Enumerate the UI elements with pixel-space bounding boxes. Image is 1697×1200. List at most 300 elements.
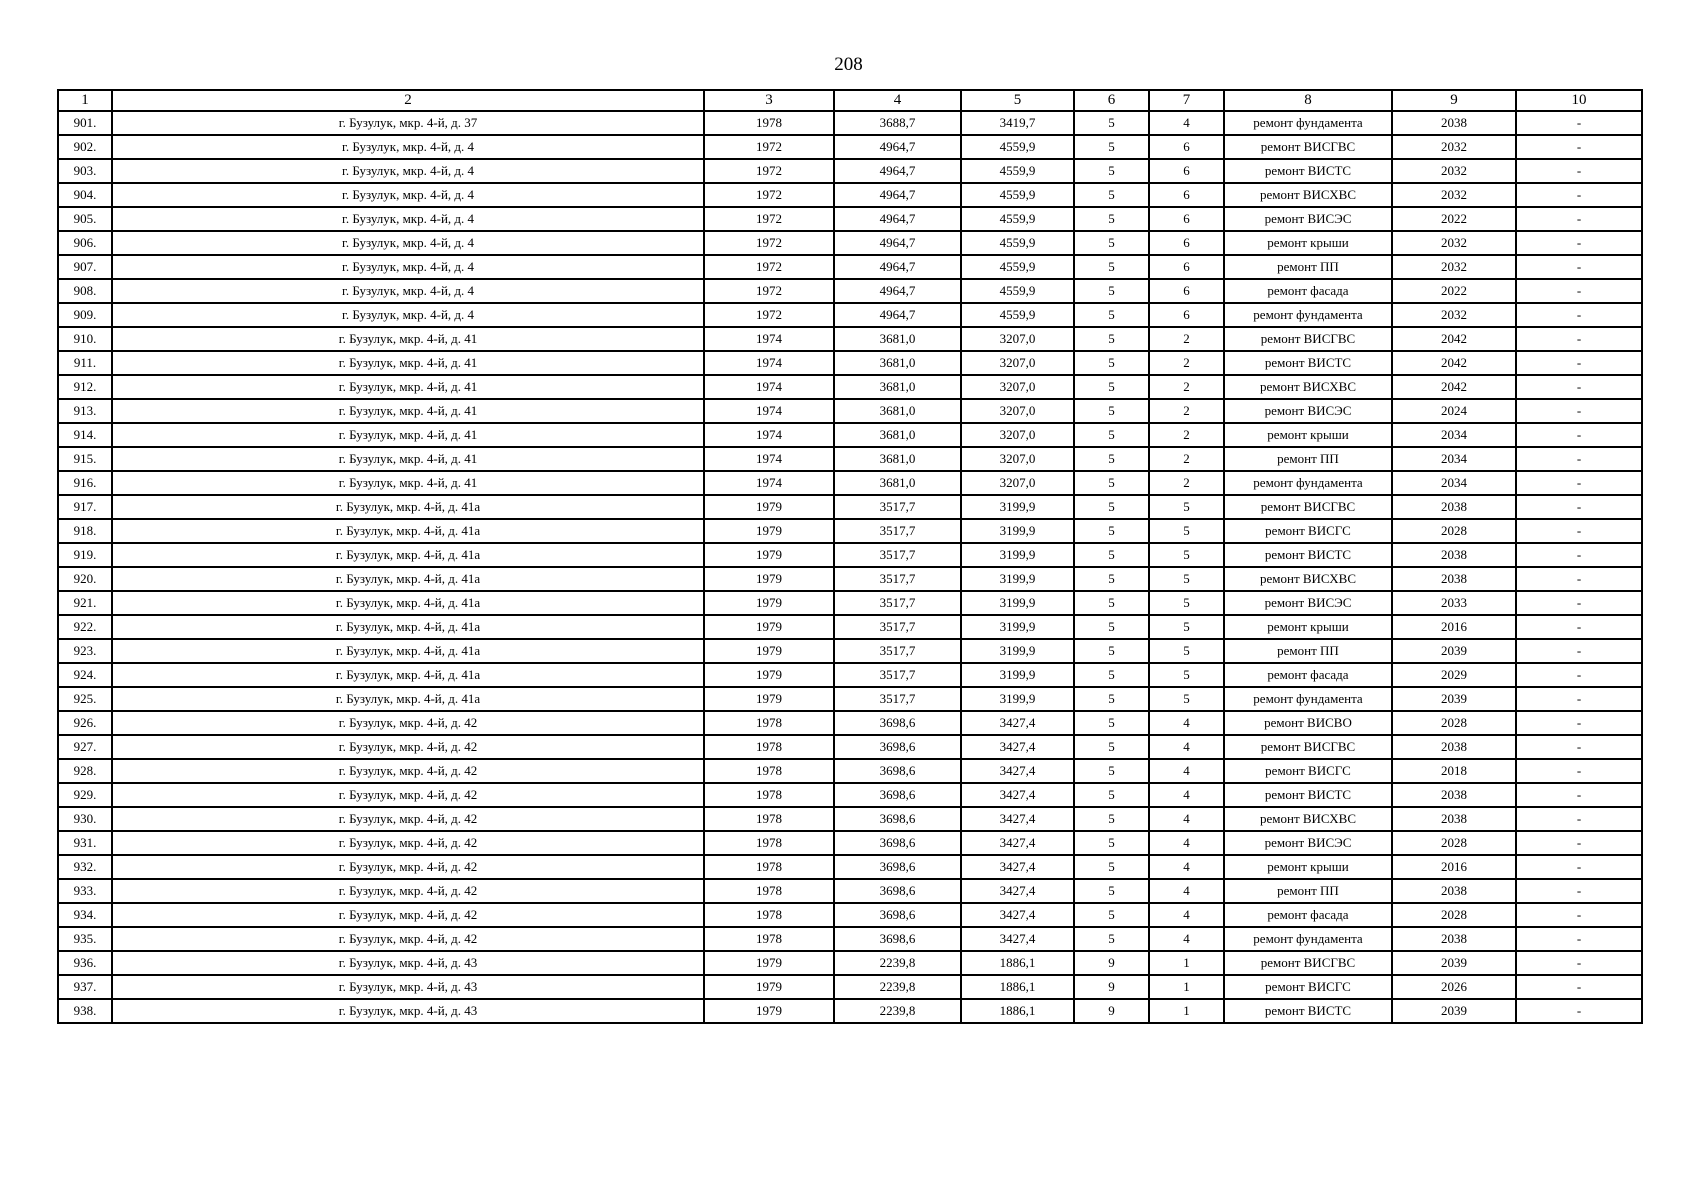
- entrances-cell: 4: [1149, 879, 1224, 903]
- total-area-cell: 3517,7: [834, 543, 961, 567]
- address-cell: г. Бузулук, мкр. 4-й, д. 42: [112, 807, 704, 831]
- total-area-cell: 4964,7: [834, 303, 961, 327]
- total-area-cell: 3681,0: [834, 423, 961, 447]
- year-cell: 1979: [704, 567, 834, 591]
- living-area-cell: 4559,9: [961, 303, 1074, 327]
- row-number-cell: 925.: [58, 687, 112, 711]
- living-area-cell: 3427,4: [961, 711, 1074, 735]
- table-row: [58, 951, 1642, 975]
- floors-cell: 5: [1074, 567, 1149, 591]
- plan-year-cell: 2042: [1392, 375, 1516, 399]
- work-type-cell: ремонт фасада: [1224, 663, 1392, 687]
- row-number-cell: 920.: [58, 567, 112, 591]
- address-cell: г. Бузулук, мкр. 4-й, д. 4: [112, 303, 704, 327]
- row-number-cell: 916.: [58, 471, 112, 495]
- page-number: 208: [834, 54, 863, 75]
- entrances-cell: 1: [1149, 951, 1224, 975]
- plan-year-cell: 2016: [1392, 855, 1516, 879]
- year-cell: 1979: [704, 495, 834, 519]
- year-cell: 1979: [704, 639, 834, 663]
- row-number-cell: 930.: [58, 807, 112, 831]
- note-cell: -: [1516, 135, 1642, 159]
- table-row: [58, 399, 1642, 423]
- plan-year-cell: 2032: [1392, 135, 1516, 159]
- address-cell: г. Бузулук, мкр. 4-й, д. 41а: [112, 591, 704, 615]
- plan-year-cell: 2032: [1392, 231, 1516, 255]
- plan-year-cell: 2034: [1392, 423, 1516, 447]
- row-number-cell: 906.: [58, 231, 112, 255]
- address-cell: г. Бузулук, мкр. 4-й, д. 42: [112, 735, 704, 759]
- year-cell: 1978: [704, 711, 834, 735]
- row-number-cell: 926.: [58, 711, 112, 735]
- work-type-cell: ремонт ВИСГВС: [1224, 495, 1392, 519]
- address-cell: г. Бузулук, мкр. 4-й, д. 42: [112, 927, 704, 951]
- living-area-cell: 3199,9: [961, 591, 1074, 615]
- floors-cell: 5: [1074, 927, 1149, 951]
- address-cell: г. Бузулук, мкр. 4-й, д. 43: [112, 951, 704, 975]
- address-cell: г. Бузулук, мкр. 4-й, д. 41а: [112, 639, 704, 663]
- year-cell: 1974: [704, 351, 834, 375]
- repair-schedule-table: [57, 89, 1643, 1024]
- address-cell: г. Бузулук, мкр. 4-й, д. 37: [112, 111, 704, 135]
- row-number-cell: 938.: [58, 999, 112, 1023]
- work-type-cell: ремонт ВИСТС: [1224, 543, 1392, 567]
- row-number-cell: 904.: [58, 183, 112, 207]
- year-cell: 1979: [704, 591, 834, 615]
- table-row: [58, 351, 1642, 375]
- table-row: [58, 183, 1642, 207]
- entrances-cell: 2: [1149, 327, 1224, 351]
- total-area-cell: 3698,6: [834, 927, 961, 951]
- year-cell: 1978: [704, 111, 834, 135]
- work-type-cell: ремонт ВИСХВС: [1224, 375, 1392, 399]
- address-cell: г. Бузулук, мкр. 4-й, д. 42: [112, 855, 704, 879]
- address-cell: г. Бузулук, мкр. 4-й, д. 4: [112, 279, 704, 303]
- total-area-cell: 4964,7: [834, 135, 961, 159]
- floors-cell: 5: [1074, 183, 1149, 207]
- address-cell: г. Бузулук, мкр. 4-й, д. 4: [112, 231, 704, 255]
- column-header: 3: [704, 90, 834, 111]
- floors-cell: 5: [1074, 135, 1149, 159]
- living-area-cell: 1886,1: [961, 975, 1074, 999]
- year-cell: 1979: [704, 663, 834, 687]
- column-header: 7: [1149, 90, 1224, 111]
- note-cell: -: [1516, 231, 1642, 255]
- address-cell: г. Бузулук, мкр. 4-й, д. 41: [112, 447, 704, 471]
- floors-cell: 5: [1074, 663, 1149, 687]
- entrances-cell: 2: [1149, 399, 1224, 423]
- row-number-cell: 919.: [58, 543, 112, 567]
- work-type-cell: ремонт фундамента: [1224, 303, 1392, 327]
- total-area-cell: 3688,7: [834, 111, 961, 135]
- plan-year-cell: 2033: [1392, 591, 1516, 615]
- entrances-cell: 5: [1149, 615, 1224, 639]
- note-cell: -: [1516, 111, 1642, 135]
- column-header: 6: [1074, 90, 1149, 111]
- row-number-cell: 901.: [58, 111, 112, 135]
- column-header: 9: [1392, 90, 1516, 111]
- total-area-cell: 3517,7: [834, 639, 961, 663]
- work-type-cell: ремонт ПП: [1224, 879, 1392, 903]
- column-header: 10: [1516, 90, 1642, 111]
- entrances-cell: 6: [1149, 255, 1224, 279]
- living-area-cell: 3427,4: [961, 903, 1074, 927]
- entrances-cell: 6: [1149, 231, 1224, 255]
- floors-cell: 5: [1074, 807, 1149, 831]
- plan-year-cell: 2022: [1392, 207, 1516, 231]
- entrances-cell: 1: [1149, 975, 1224, 999]
- row-number-cell: 935.: [58, 927, 112, 951]
- table-row: [58, 111, 1642, 135]
- plan-year-cell: 2042: [1392, 327, 1516, 351]
- row-number-cell: 923.: [58, 639, 112, 663]
- work-type-cell: ремонт ВИСЭС: [1224, 207, 1392, 231]
- year-cell: 1978: [704, 735, 834, 759]
- year-cell: 1978: [704, 855, 834, 879]
- total-area-cell: 3698,6: [834, 807, 961, 831]
- entrances-cell: 2: [1149, 375, 1224, 399]
- entrances-cell: 6: [1149, 135, 1224, 159]
- living-area-cell: 3427,4: [961, 759, 1074, 783]
- note-cell: -: [1516, 207, 1642, 231]
- row-number-cell: 917.: [58, 495, 112, 519]
- living-area-cell: 4559,9: [961, 159, 1074, 183]
- floors-cell: 5: [1074, 351, 1149, 375]
- note-cell: -: [1516, 807, 1642, 831]
- living-area-cell: 3419,7: [961, 111, 1074, 135]
- plan-year-cell: 2038: [1392, 783, 1516, 807]
- plan-year-cell: 2038: [1392, 927, 1516, 951]
- note-cell: -: [1516, 735, 1642, 759]
- living-area-cell: 1886,1: [961, 951, 1074, 975]
- entrances-cell: 4: [1149, 735, 1224, 759]
- living-area-cell: 3427,4: [961, 735, 1074, 759]
- year-cell: 1972: [704, 303, 834, 327]
- row-number-cell: 934.: [58, 903, 112, 927]
- note-cell: -: [1516, 423, 1642, 447]
- total-area-cell: 3517,7: [834, 567, 961, 591]
- entrances-cell: 6: [1149, 279, 1224, 303]
- address-cell: г. Бузулук, мкр. 4-й, д. 41а: [112, 567, 704, 591]
- year-cell: 1972: [704, 159, 834, 183]
- entrances-cell: 5: [1149, 495, 1224, 519]
- table-row: [58, 711, 1642, 735]
- table-row: [58, 831, 1642, 855]
- row-number-cell: 914.: [58, 423, 112, 447]
- entrances-cell: 2: [1149, 447, 1224, 471]
- floors-cell: 5: [1074, 255, 1149, 279]
- total-area-cell: 4964,7: [834, 255, 961, 279]
- year-cell: 1979: [704, 543, 834, 567]
- work-type-cell: ремонт ВИСЭС: [1224, 399, 1392, 423]
- entrances-cell: 5: [1149, 567, 1224, 591]
- living-area-cell: 3207,0: [961, 423, 1074, 447]
- address-cell: г. Бузулук, мкр. 4-й, д. 41: [112, 375, 704, 399]
- living-area-cell: 3207,0: [961, 471, 1074, 495]
- entrances-cell: 6: [1149, 183, 1224, 207]
- table-row: [58, 759, 1642, 783]
- note-cell: -: [1516, 711, 1642, 735]
- year-cell: 1979: [704, 615, 834, 639]
- year-cell: 1972: [704, 231, 834, 255]
- floors-cell: 5: [1074, 495, 1149, 519]
- total-area-cell: 4964,7: [834, 183, 961, 207]
- plan-year-cell: 2039: [1392, 687, 1516, 711]
- entrances-cell: 5: [1149, 639, 1224, 663]
- total-area-cell: 3681,0: [834, 327, 961, 351]
- floors-cell: 5: [1074, 159, 1149, 183]
- living-area-cell: 3207,0: [961, 447, 1074, 471]
- work-type-cell: ремонт ВИСТС: [1224, 999, 1392, 1023]
- note-cell: -: [1516, 663, 1642, 687]
- total-area-cell: 2239,8: [834, 975, 961, 999]
- floors-cell: 9: [1074, 999, 1149, 1023]
- living-area-cell: 4559,9: [961, 207, 1074, 231]
- note-cell: -: [1516, 975, 1642, 999]
- entrances-cell: 5: [1149, 687, 1224, 711]
- address-cell: г. Бузулук, мкр. 4-й, д. 41: [112, 423, 704, 447]
- floors-cell: 5: [1074, 687, 1149, 711]
- living-area-cell: 3199,9: [961, 567, 1074, 591]
- total-area-cell: 3517,7: [834, 663, 961, 687]
- floors-cell: 5: [1074, 711, 1149, 735]
- table-row: [58, 975, 1642, 999]
- floors-cell: 9: [1074, 975, 1149, 999]
- row-number-cell: 908.: [58, 279, 112, 303]
- table-row: [58, 447, 1642, 471]
- note-cell: -: [1516, 879, 1642, 903]
- year-cell: 1972: [704, 255, 834, 279]
- total-area-cell: 3681,0: [834, 351, 961, 375]
- entrances-cell: 5: [1149, 663, 1224, 687]
- entrances-cell: 5: [1149, 543, 1224, 567]
- year-cell: 1972: [704, 183, 834, 207]
- floors-cell: 5: [1074, 879, 1149, 903]
- work-type-cell: ремонт ВИСХВС: [1224, 807, 1392, 831]
- work-type-cell: ремонт крыши: [1224, 231, 1392, 255]
- table-row: [58, 735, 1642, 759]
- row-number-cell: 931.: [58, 831, 112, 855]
- total-area-cell: 3681,0: [834, 471, 961, 495]
- work-type-cell: ремонт ВИСВО: [1224, 711, 1392, 735]
- table-row: [58, 855, 1642, 879]
- total-area-cell: 3698,6: [834, 759, 961, 783]
- row-number-cell: 922.: [58, 615, 112, 639]
- plan-year-cell: 2016: [1392, 615, 1516, 639]
- floors-cell: 5: [1074, 279, 1149, 303]
- column-header: 1: [58, 90, 112, 111]
- plan-year-cell: 2022: [1392, 279, 1516, 303]
- work-type-cell: ремонт ВИСГС: [1224, 975, 1392, 999]
- address-cell: г. Бузулук, мкр. 4-й, д. 41а: [112, 615, 704, 639]
- living-area-cell: 3199,9: [961, 663, 1074, 687]
- work-type-cell: ремонт фундамента: [1224, 111, 1392, 135]
- table-row: [58, 255, 1642, 279]
- plan-year-cell: 2038: [1392, 567, 1516, 591]
- table-row: [58, 207, 1642, 231]
- address-cell: г. Бузулук, мкр. 4-й, д. 41а: [112, 663, 704, 687]
- entrances-cell: 6: [1149, 207, 1224, 231]
- table-row: [58, 303, 1642, 327]
- note-cell: -: [1516, 903, 1642, 927]
- living-area-cell: 4559,9: [961, 255, 1074, 279]
- total-area-cell: 3698,6: [834, 879, 961, 903]
- note-cell: -: [1516, 471, 1642, 495]
- row-number-cell: 924.: [58, 663, 112, 687]
- note-cell: -: [1516, 927, 1642, 951]
- living-area-cell: 3427,4: [961, 855, 1074, 879]
- address-cell: г. Бузулук, мкр. 4-й, д. 4: [112, 159, 704, 183]
- living-area-cell: 4559,9: [961, 231, 1074, 255]
- living-area-cell: 3199,9: [961, 615, 1074, 639]
- total-area-cell: 3517,7: [834, 519, 961, 543]
- note-cell: -: [1516, 351, 1642, 375]
- year-cell: 1978: [704, 783, 834, 807]
- address-cell: г. Бузулук, мкр. 4-й, д. 4: [112, 255, 704, 279]
- table-row: [58, 999, 1642, 1023]
- floors-cell: 5: [1074, 231, 1149, 255]
- row-number-cell: 902.: [58, 135, 112, 159]
- year-cell: 1974: [704, 471, 834, 495]
- address-cell: г. Бузулук, мкр. 4-й, д. 42: [112, 711, 704, 735]
- row-number-cell: 911.: [58, 351, 112, 375]
- table-body: [58, 111, 1642, 1023]
- year-cell: 1972: [704, 279, 834, 303]
- living-area-cell: 4559,9: [961, 135, 1074, 159]
- table-row: [58, 615, 1642, 639]
- floors-cell: 5: [1074, 471, 1149, 495]
- total-area-cell: 3681,0: [834, 399, 961, 423]
- work-type-cell: ремонт ВИСГВС: [1224, 135, 1392, 159]
- living-area-cell: 3427,4: [961, 831, 1074, 855]
- total-area-cell: 3681,0: [834, 447, 961, 471]
- table-header-row: [58, 90, 1642, 111]
- table-row: [58, 279, 1642, 303]
- work-type-cell: ремонт ВИСГВС: [1224, 735, 1392, 759]
- table-row: [58, 639, 1642, 663]
- row-number-cell: 937.: [58, 975, 112, 999]
- table-row: [58, 591, 1642, 615]
- year-cell: 1978: [704, 879, 834, 903]
- note-cell: -: [1516, 999, 1642, 1023]
- floors-cell: 9: [1074, 951, 1149, 975]
- year-cell: 1974: [704, 447, 834, 471]
- year-cell: 1979: [704, 999, 834, 1023]
- note-cell: -: [1516, 447, 1642, 471]
- total-area-cell: 3698,6: [834, 831, 961, 855]
- address-cell: г. Бузулук, мкр. 4-й, д. 41: [112, 327, 704, 351]
- table-row: [58, 327, 1642, 351]
- row-number-cell: 928.: [58, 759, 112, 783]
- note-cell: -: [1516, 255, 1642, 279]
- living-area-cell: 3427,4: [961, 783, 1074, 807]
- plan-year-cell: 2038: [1392, 543, 1516, 567]
- year-cell: 1979: [704, 687, 834, 711]
- note-cell: -: [1516, 951, 1642, 975]
- floors-cell: 5: [1074, 447, 1149, 471]
- floors-cell: 5: [1074, 111, 1149, 135]
- address-cell: г. Бузулук, мкр. 4-й, д. 41а: [112, 519, 704, 543]
- note-cell: -: [1516, 279, 1642, 303]
- row-number-cell: 933.: [58, 879, 112, 903]
- plan-year-cell: 2032: [1392, 255, 1516, 279]
- living-area-cell: 3427,4: [961, 879, 1074, 903]
- floors-cell: 5: [1074, 399, 1149, 423]
- floors-cell: 5: [1074, 327, 1149, 351]
- table-row: [58, 231, 1642, 255]
- year-cell: 1979: [704, 519, 834, 543]
- work-type-cell: ремонт ВИСГС: [1224, 519, 1392, 543]
- floors-cell: 5: [1074, 903, 1149, 927]
- total-area-cell: 3517,7: [834, 495, 961, 519]
- total-area-cell: 2239,8: [834, 951, 961, 975]
- living-area-cell: 3199,9: [961, 543, 1074, 567]
- note-cell: -: [1516, 327, 1642, 351]
- note-cell: -: [1516, 519, 1642, 543]
- plan-year-cell: 2039: [1392, 951, 1516, 975]
- entrances-cell: 5: [1149, 591, 1224, 615]
- floors-cell: 5: [1074, 639, 1149, 663]
- floors-cell: 5: [1074, 375, 1149, 399]
- plan-year-cell: 2038: [1392, 111, 1516, 135]
- entrances-cell: 5: [1149, 519, 1224, 543]
- row-number-cell: 921.: [58, 591, 112, 615]
- living-area-cell: 3207,0: [961, 327, 1074, 351]
- note-cell: -: [1516, 591, 1642, 615]
- year-cell: 1972: [704, 207, 834, 231]
- address-cell: г. Бузулук, мкр. 4-й, д. 4: [112, 207, 704, 231]
- address-cell: г. Бузулук, мкр. 4-й, д. 4: [112, 183, 704, 207]
- note-cell: -: [1516, 855, 1642, 879]
- address-cell: г. Бузулук, мкр. 4-й, д. 41а: [112, 495, 704, 519]
- total-area-cell: 3698,6: [834, 855, 961, 879]
- year-cell: 1974: [704, 399, 834, 423]
- table-row: [58, 663, 1642, 687]
- address-cell: г. Бузулук, мкр. 4-й, д. 41а: [112, 687, 704, 711]
- note-cell: -: [1516, 495, 1642, 519]
- year-cell: 1978: [704, 807, 834, 831]
- note-cell: -: [1516, 639, 1642, 663]
- column-header: 5: [961, 90, 1074, 111]
- entrances-cell: 4: [1149, 711, 1224, 735]
- table-row: [58, 903, 1642, 927]
- total-area-cell: 3517,7: [834, 687, 961, 711]
- column-header: 8: [1224, 90, 1392, 111]
- row-number-cell: 903.: [58, 159, 112, 183]
- table-row: [58, 519, 1642, 543]
- row-number-cell: 929.: [58, 783, 112, 807]
- note-cell: -: [1516, 615, 1642, 639]
- work-type-cell: ремонт фасада: [1224, 279, 1392, 303]
- total-area-cell: 4964,7: [834, 279, 961, 303]
- floors-cell: 5: [1074, 759, 1149, 783]
- row-number-cell: 915.: [58, 447, 112, 471]
- table-row: [58, 471, 1642, 495]
- floors-cell: 5: [1074, 783, 1149, 807]
- plan-year-cell: 2038: [1392, 735, 1516, 759]
- total-area-cell: 4964,7: [834, 207, 961, 231]
- year-cell: 1978: [704, 927, 834, 951]
- table-row: [58, 927, 1642, 951]
- note-cell: -: [1516, 831, 1642, 855]
- entrances-cell: 4: [1149, 927, 1224, 951]
- note-cell: -: [1516, 543, 1642, 567]
- floors-cell: 5: [1074, 831, 1149, 855]
- work-type-cell: ремонт ВИСТС: [1224, 159, 1392, 183]
- year-cell: 1979: [704, 975, 834, 999]
- floors-cell: 5: [1074, 423, 1149, 447]
- work-type-cell: ремонт ВИСХВС: [1224, 567, 1392, 591]
